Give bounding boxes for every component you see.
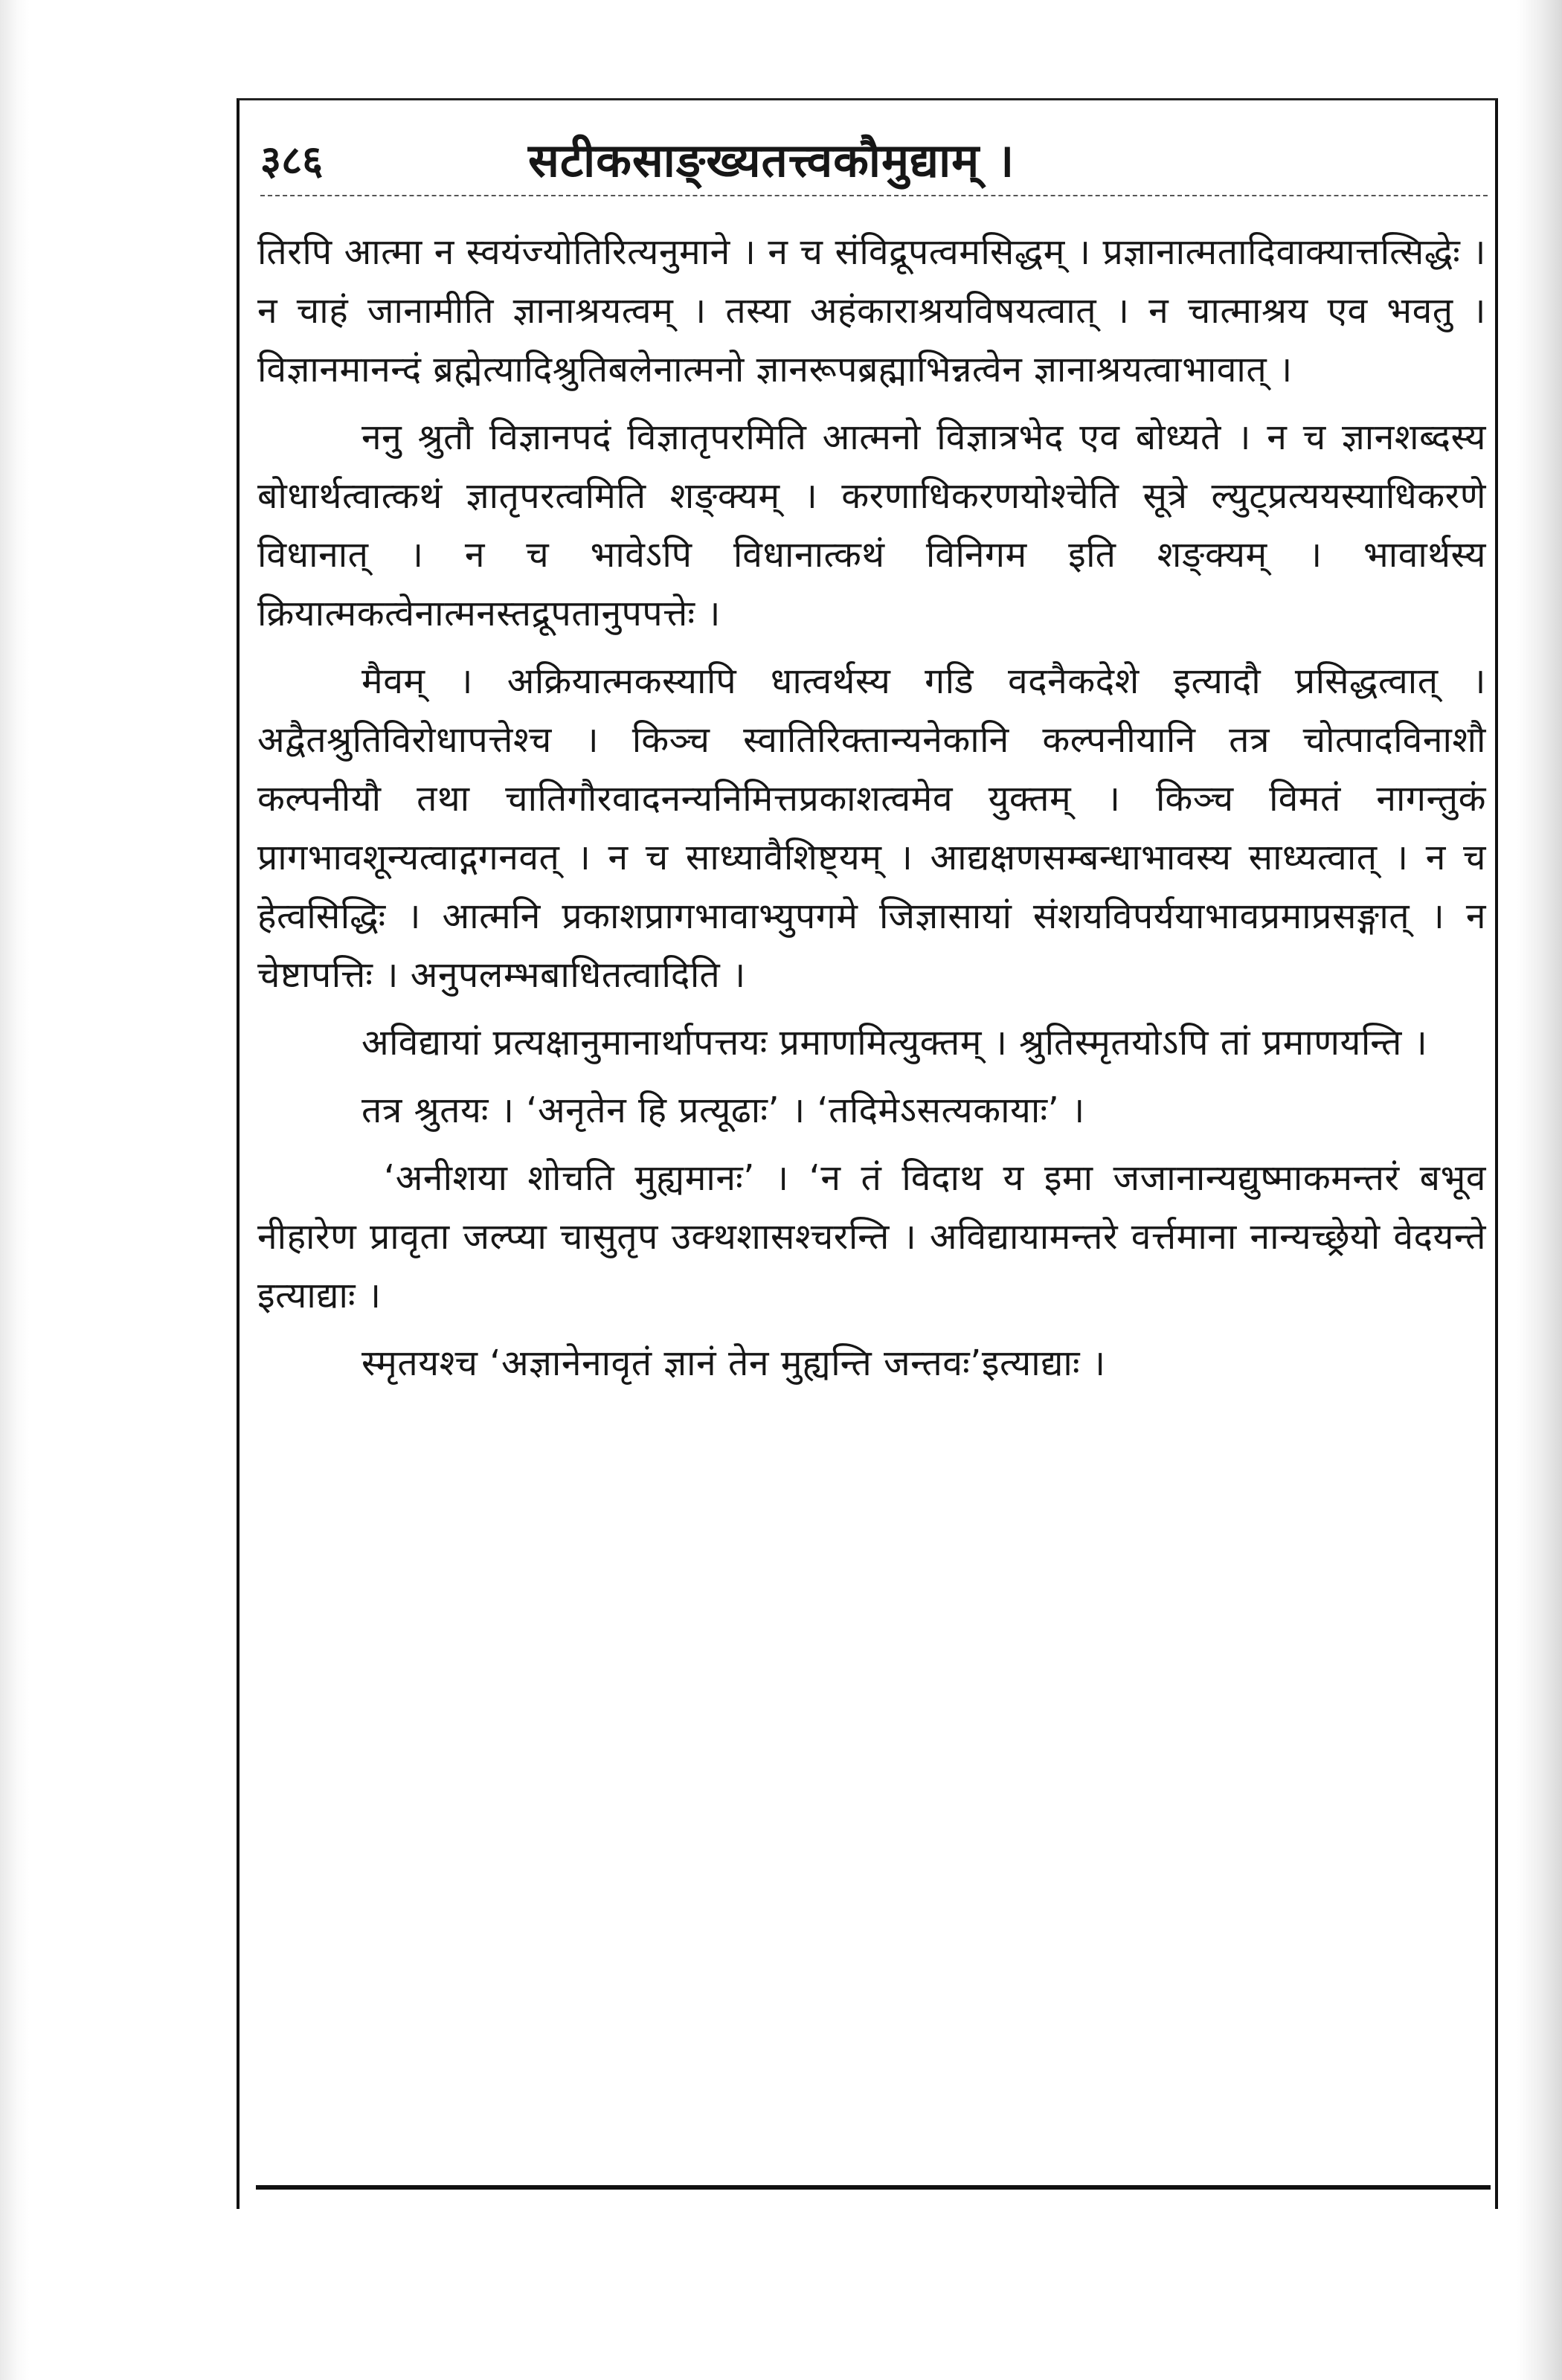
running-title: सटीकसाङ्ख्यतत्त्वकौमुद्याम् । <box>528 133 1015 187</box>
paragraph-1: तिरपि आत्मा न स्वयंज्योतिरित्यनुमाने । न च संविद्रूपत्वमसिद्धम् । प्रज्ञानात्मतादिवाक्यात्तत्सिद्धेः । न चाहं जानामीति ज्ञानाश्रयत्वम् । तस्या अहंकाराश्रयविषयत्वात् । न चात्माश्रय एव भवतु । विज्ञानमानन्दं ब्रह्मेत्यादिश्रुतिबलेनात्मनो ज्ञानरूपब्रह्माभिन्नत्वेन ज्ञानाश्रयत्वाभावात् । <box>257 231 1486 390</box>
page-number: ३८६ <box>260 137 324 184</box>
paragraph-4: अविद्यायां प्रत्यक्षानुमानार्थापत्तयः प्रमाणमित्युक्तम् । श्रुतिस्मृतयोऽपि तां प्रमाणयन्ति । <box>361 1022 1428 1064</box>
header-divider <box>260 195 1488 196</box>
paragraph-3: मैवम् । अक्रियात्मकस्यापि धात्वर्थस्य गडि वदनैकदेशे इत्यादौ प्रसिद्धत्वात् । अद्वैतश्रुतिविरोधापत्तेश्च । किञ्च स्वातिरिक्तान्यनेकानि कल्पनीयानि तत्र चोत्पादविनाशौ कल्पनीयौ तथा चातिगौरवादनन्यनिमित्तप्रकाशत्वमेव युक्तम् । किञ्च विमतं नागन्तुकं प्रागभावशून्यत्वाद्गगनवत् । न च साध्यावैशिष्ट्यम् । आद्यक्षणसम्बन्धाभावस्य साध्यत्वात् । न च हेत्वसिद्धिः । आत्मनि प्रकाशप्रागभावाभ्युपगमे जिज्ञासायां संशयविपर्ययाभावप्रमाप्रसङ्गात् । न चेष्टापत्तिः । अनुपलम्भबाधितत्वादिति । <box>257 660 1486 996</box>
page-bottom-rule <box>256 2185 1491 2190</box>
paragraph-2: ननु श्रुतौ विज्ञानपदं विज्ञातृपरमिति आत्मनो विज्ञात्रभेद एव बोध्यते । न च ज्ञानशब्दस्य बोधार्थत्वात्कथं ज्ञातृपरत्वमिति शङ्क्यम् । करणाधिकरणयोश्चेति सूत्रे ल्युट्प्रत्ययस्याधिकरणे विधानात् । न च भावेऽपि विधानात्कथं विनिगम इति शङ्क्यम् । भावार्थस्य क्रियात्मकत्वेनात्मनस्तद्रूपतानुपपत्तेः । <box>257 416 1486 634</box>
scan-right-edge <box>1517 0 1562 2380</box>
paragraph-6: ‘अनीशया शोचति मुह्यमानः’ । ‘न तं विदाथ य इमा जजानान्यद्युष्माकमन्तरं बभूव नीहारेण प्रावृता जल्प्या चासुतृप उक्थशासश्चरन्ति । अविद्यायामन्तरे वर्त्तमाना नान्यच्छ्रेयो वेदयन्ते इत्याद्याः । <box>257 1157 1486 1316</box>
paragraph-5: तत्र श्रुतयः । ‘अनृतेन हि प्रत्यूढाः’ । ‘तदिमेऽसत्यकायाः’ । <box>361 1090 1085 1131</box>
page-header <box>260 125 1480 199</box>
scan-left-edge <box>0 0 30 2380</box>
paragraph-7: स्मृतयश्च ‘अज्ञानेनावृतं ज्ञानं तेन मुह्यन्ति जन्तवः’इत्याद्याः । <box>361 1342 1106 1384</box>
body-text <box>257 223 1486 1402</box>
